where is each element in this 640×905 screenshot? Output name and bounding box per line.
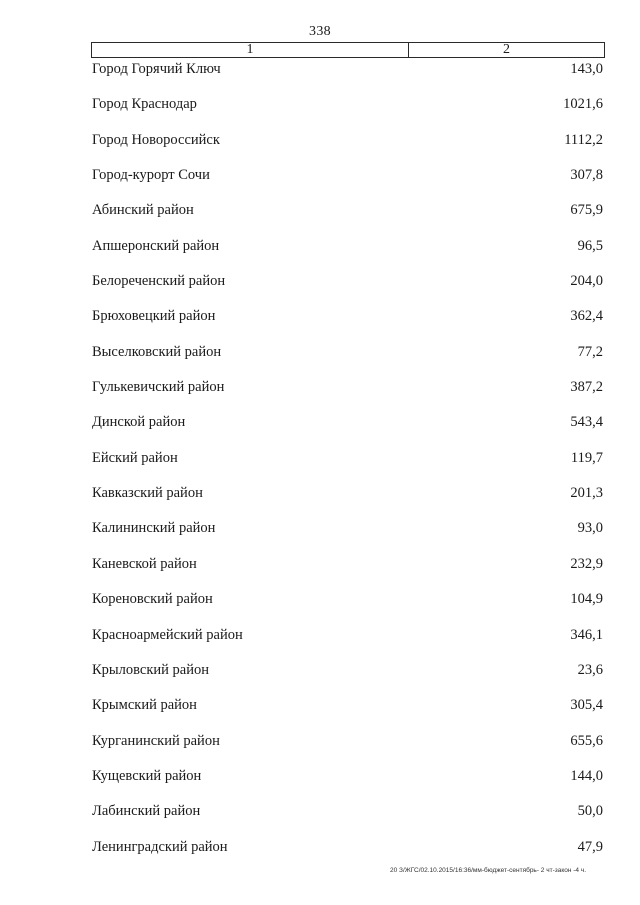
district-name: Брюховецкий район (92, 308, 216, 325)
table-row (91, 131, 604, 166)
table-row (91, 519, 604, 554)
district-value: 201,3 (570, 485, 603, 502)
table-row (91, 201, 604, 236)
table-body (91, 60, 604, 873)
table-header (91, 42, 605, 58)
district-name: Каневской район (92, 555, 197, 572)
district-name: Кущевский район (92, 767, 202, 784)
table-row (91, 449, 604, 484)
district-name: Динской район (92, 414, 186, 431)
table-row (91, 802, 604, 837)
table-row (91, 237, 604, 272)
table-row (91, 166, 604, 201)
district-value: 119,7 (570, 449, 603, 466)
table-row (91, 732, 604, 767)
column-header-1: 1 (92, 43, 409, 57)
district-name: Белореченский район (92, 273, 226, 290)
district-value: 1112,2 (564, 131, 603, 148)
table-row (91, 661, 604, 696)
table-row (91, 590, 604, 625)
district-value: 387,2 (570, 379, 603, 396)
district-value: 307,8 (570, 167, 603, 184)
district-value: 1021,6 (563, 96, 603, 113)
table-row (91, 555, 604, 590)
district-name: Город Новороссийск (92, 131, 220, 148)
district-value: 655,6 (570, 732, 603, 749)
district-name: Крымский район (92, 697, 197, 714)
district-value: 50,0 (577, 803, 603, 820)
district-value: 77,2 (577, 343, 603, 360)
district-name: Апшеронский район (92, 237, 220, 254)
district-value: 144,0 (570, 767, 603, 784)
district-name: Город Краснодар (92, 96, 197, 113)
district-value: 346,1 (570, 626, 603, 643)
district-name: Калининский район (92, 520, 216, 537)
table-row (91, 484, 604, 519)
district-name: Ейский район (92, 449, 178, 466)
district-value: 93,0 (577, 520, 603, 537)
district-value: 204,0 (570, 273, 603, 290)
table-row (91, 413, 604, 448)
table-row (91, 343, 604, 378)
district-name: Красноармейский район (92, 626, 243, 643)
table-row (91, 95, 604, 130)
table-row (91, 626, 604, 661)
table-row (91, 696, 604, 731)
district-name: Город Горячий Ключ (92, 61, 221, 77)
district-name: Абинский район (92, 202, 194, 219)
district-value: 675,9 (570, 202, 603, 219)
table-row (91, 767, 604, 802)
column-header-2: 2 (503, 42, 510, 57)
district-value: 143,0 (570, 61, 603, 77)
district-name: Кавказский район (92, 485, 203, 502)
district-value: 96,5 (577, 237, 603, 254)
district-name: Гулькевичский район (92, 379, 225, 396)
table-row (91, 307, 604, 342)
table-row (91, 272, 604, 307)
district-value: 362,4 (570, 308, 603, 325)
district-name: Город-курорт Сочи (92, 167, 210, 184)
district-value: 543,4 (570, 414, 603, 431)
district-name: Ленинградский район (92, 838, 228, 855)
table-row (91, 378, 604, 413)
district-value: 104,9 (570, 591, 603, 608)
district-name: Крыловский район (92, 661, 209, 678)
district-value: 47,9 (577, 838, 603, 855)
district-name: Курганинский район (92, 732, 220, 749)
district-name: Лабинский район (92, 803, 201, 820)
table-row (91, 60, 604, 95)
district-name: Кореновский район (92, 591, 213, 608)
district-value: 23,6 (577, 661, 603, 678)
district-value: 305,4 (570, 697, 603, 714)
document-footer-note: 20 З/ЖГС/02.10.2015/16:36/мм-бюджет-сентябрь- 2 чт-закон -4 ч. (390, 867, 587, 874)
district-value: 232,9 (570, 555, 603, 572)
page-number: 338 (309, 24, 331, 39)
district-name: Выселковский район (92, 343, 222, 360)
